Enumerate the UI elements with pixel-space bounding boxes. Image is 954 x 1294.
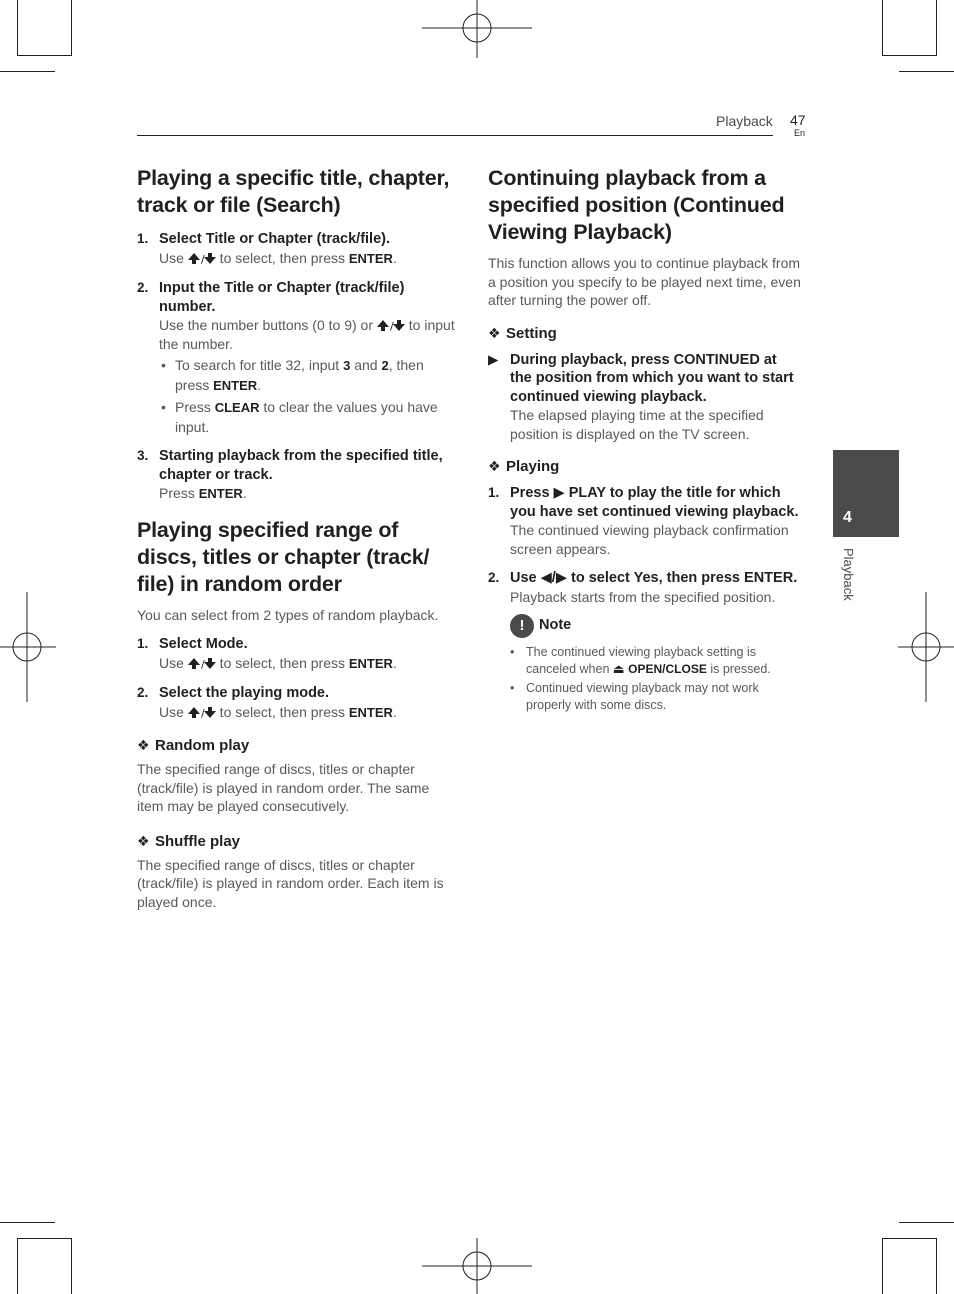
enter-key-label: ENTER [348, 250, 393, 266]
random-intro: You can select from 2 types of random playback. [137, 606, 439, 623]
step-number: 2. [137, 685, 149, 700]
chapter-tab-number: 4 [843, 509, 852, 526]
step-number: 1. [137, 231, 149, 246]
random-step-2 [137, 684, 459, 722]
chapter-tab-label: Playback [841, 548, 856, 601]
random-play-heading: ❖ Random play [137, 737, 250, 754]
step-number: 3. [137, 448, 149, 463]
step-body: Use the number buttons (0 to 9) or / to input the number. [159, 317, 455, 352]
step-body: Use / to select, then press ENTER. [159, 703, 397, 720]
step-number: 1. [488, 485, 500, 500]
step-number: 2. [488, 570, 500, 585]
right-column [488, 165, 802, 713]
step-title: Use ◀/▶ to select Yes, then press ENTER. [510, 570, 798, 586]
step-title: Input the Title or Chapter (track/file) number. [159, 280, 405, 315]
left-right-arrows-icon: ◀/▶ [540, 570, 567, 586]
svg-text:/: / [389, 320, 394, 332]
clear-key-label: CLEAR [214, 400, 260, 415]
playing-step-1 [488, 484, 802, 558]
continued-section-title: Continuing playback from a specified position (Continued Viewing Playback) [488, 166, 785, 244]
step-title: Select the playing mode. [159, 685, 330, 701]
diamond-bullet-icon: ❖ [137, 737, 150, 753]
step-body: The continued viewing playback confirmation screen appears. [510, 522, 789, 557]
registration-mark-top [422, 0, 532, 58]
up-down-arrows-icon [377, 319, 405, 332]
random-play-text: The specified range of discs, titles or chapter (track/file) is played in random order. The same item may be played consecutively. [137, 761, 430, 814]
diamond-bullet-icon: ❖ [488, 324, 501, 341]
step-number: 2. [137, 280, 149, 295]
up-down-arrows-icon [188, 252, 216, 265]
random-step-1 [137, 635, 459, 673]
eject-icon: ⏏ [612, 661, 629, 676]
diamond-bullet-icon: ❖ [488, 458, 501, 474]
play-icon: ▶ [553, 485, 569, 501]
step-body: Playback starts from the specified position. [510, 588, 776, 605]
registration-mark-left [0, 592, 56, 702]
left-column [137, 165, 459, 911]
step-title: During playback, press CONTINUED at the position from which you want to start continued viewing playback. [510, 351, 794, 405]
up-down-arrows-icon [188, 706, 216, 719]
search-bullet-2: • Press CLEAR to clear the values you have input. [161, 399, 438, 435]
step-body: Use / to select, then press ENTER. [159, 249, 397, 266]
step-title: Starting playback from the specified title, chapter or track. [159, 448, 443, 483]
shuffle-play-heading: ❖ Shuffle play [137, 832, 241, 850]
registration-mark-right [898, 592, 954, 702]
note-bullet-1: • The continued viewing playback setting is canceled when ⏏ OPEN/CLOSE is pressed. [510, 645, 771, 676]
random-section-title: Playing specified range of discs, titles or chapter (track/ file) in random order [137, 517, 430, 596]
step-body: Press ENTER. [159, 485, 247, 501]
svg-text:/: / [200, 706, 205, 719]
svg-text:/: / [200, 252, 205, 265]
play-triangle-icon: ▶ [488, 351, 499, 367]
setting-step [488, 351, 802, 444]
header-section-title: Playback [716, 113, 773, 129]
language-code: En [794, 128, 806, 138]
playing-step-2 [488, 569, 802, 606]
note-bullet-2: • Continued viewing playback may not work properly with some discs. [510, 681, 759, 712]
note-heading: ! Note [488, 614, 802, 638]
step-body: The elapsed playing time at the specified position is displayed on the TV screen. [510, 407, 764, 442]
header-divider [137, 135, 773, 136]
step-title: Press ▶ PLAY to play the title for which you have set continued viewing playback. [510, 485, 799, 520]
svg-text:/: / [200, 657, 205, 670]
search-step-1 [137, 230, 459, 268]
registration-mark-bottom [422, 1238, 532, 1294]
step-title: Select Title or Chapter (track/file). [159, 231, 390, 247]
step-number: 1. [137, 636, 149, 651]
up-down-arrows-icon [188, 657, 216, 670]
search-bullet-1: • To search for title 32, input 3 and 2, then press ENTER. [161, 357, 424, 393]
exclamation-icon: ! [510, 614, 534, 638]
search-step-3 [137, 447, 459, 504]
diamond-bullet-icon: ❖ [137, 832, 150, 849]
playing-heading: ❖ Playing [488, 458, 560, 475]
search-section-title: Playing a specific title, chapter, track or file (Search) [137, 166, 450, 217]
page-number: 47 [790, 112, 806, 128]
step-title: Select Mode. [159, 636, 248, 652]
shuffle-play-text: The specified range of discs, titles or chapter (track/file) is played in random order. Each item is played once. [137, 856, 444, 910]
setting-heading: ❖ Setting [488, 324, 557, 342]
search-step-2 [137, 279, 459, 436]
continued-intro: This function allows you to continue playback from a position you specify to be played next time, even after turning the power off. [488, 255, 801, 308]
step-body: Use / to select, then press ENTER. [159, 654, 397, 671]
